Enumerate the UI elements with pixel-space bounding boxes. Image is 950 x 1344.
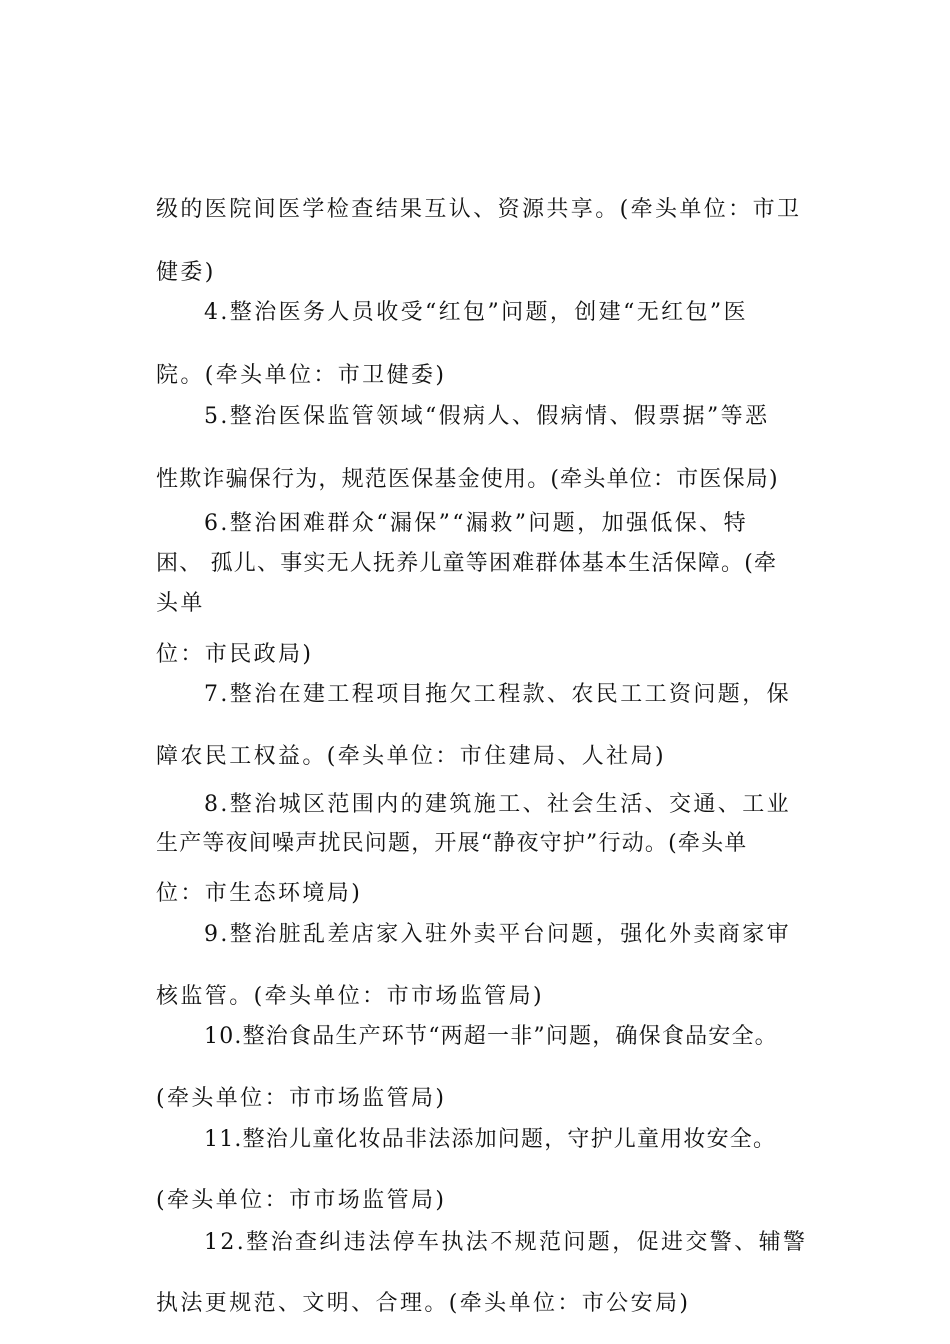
item-6-line-2: 困、 孤儿、事实无人抚养儿童等困难群体基本生活保障。(牵 bbox=[156, 551, 778, 576]
text-line-1: 级的医院间医学检查结果互认、资源共享。(牵头单位：市卫 bbox=[156, 197, 802, 222]
item-9-line-1: 9.整治脏乱差店家入驻外卖平台问题，强化外卖商家审 bbox=[204, 922, 791, 947]
item-9-line-2: 核监管。(牵头单位：市市场监管局) bbox=[156, 984, 544, 1009]
item-11-line-1: 11.整治儿童化妆品非法添加问题，守护儿童用妆安全。 bbox=[204, 1127, 777, 1152]
item-7-line-1: 7.整治在建工程项目拖欠工程款、农民工工资问题，保 bbox=[204, 682, 791, 707]
text-line-2: 健委) bbox=[156, 260, 216, 285]
item-6-line-4: 位：市民政局) bbox=[156, 642, 314, 667]
item-8-line-2: 生产等夜间噪声扰民问题，开展“静夜守护”行动。(牵头单 bbox=[156, 831, 748, 856]
item-10-line-1: 10.整治食品生产环节“两超一非”问题，确保食品安全。 bbox=[204, 1024, 778, 1049]
item-12-line-1: 12.整治查纠违法停车执法不规范问题，促进交警、辅警 bbox=[204, 1230, 808, 1255]
item-10-line-2: (牵头单位：市市场监管局) bbox=[156, 1086, 447, 1111]
item-6-line-1: 6.整治困难群众“漏保”“漏救”问题，加强低保、特 bbox=[204, 511, 748, 536]
item-11-line-2: (牵头单位：市市场监管局) bbox=[156, 1188, 447, 1213]
item-8-line-1: 8.整治城区范围内的建筑施工、社会生活、交通、工业 bbox=[204, 792, 791, 817]
item-8-line-3: 位：市生态环境局) bbox=[156, 881, 363, 906]
item-4-line-1: 4.整治医务人员收受“红包”问题，创建“无红包”医 bbox=[204, 300, 748, 325]
item-12-line-2: 执法更规范、文明、合理。(牵头单位：市公安局) bbox=[156, 1291, 691, 1316]
item-6-line-3: 头单 bbox=[156, 591, 205, 616]
item-5-line-1: 5.整治医保监管领域“假病人、假病情、假票据”等恶 bbox=[204, 404, 770, 429]
item-5-line-2: 性欺诈骗保行为，规范医保基金使用。(牵头单位：市医保局) bbox=[156, 467, 779, 492]
item-7-line-2: 障农民工权益。(牵头单位：市住建局、人社局) bbox=[156, 744, 666, 769]
item-4-line-2: 院。(牵头单位：市卫健委) bbox=[156, 363, 447, 388]
